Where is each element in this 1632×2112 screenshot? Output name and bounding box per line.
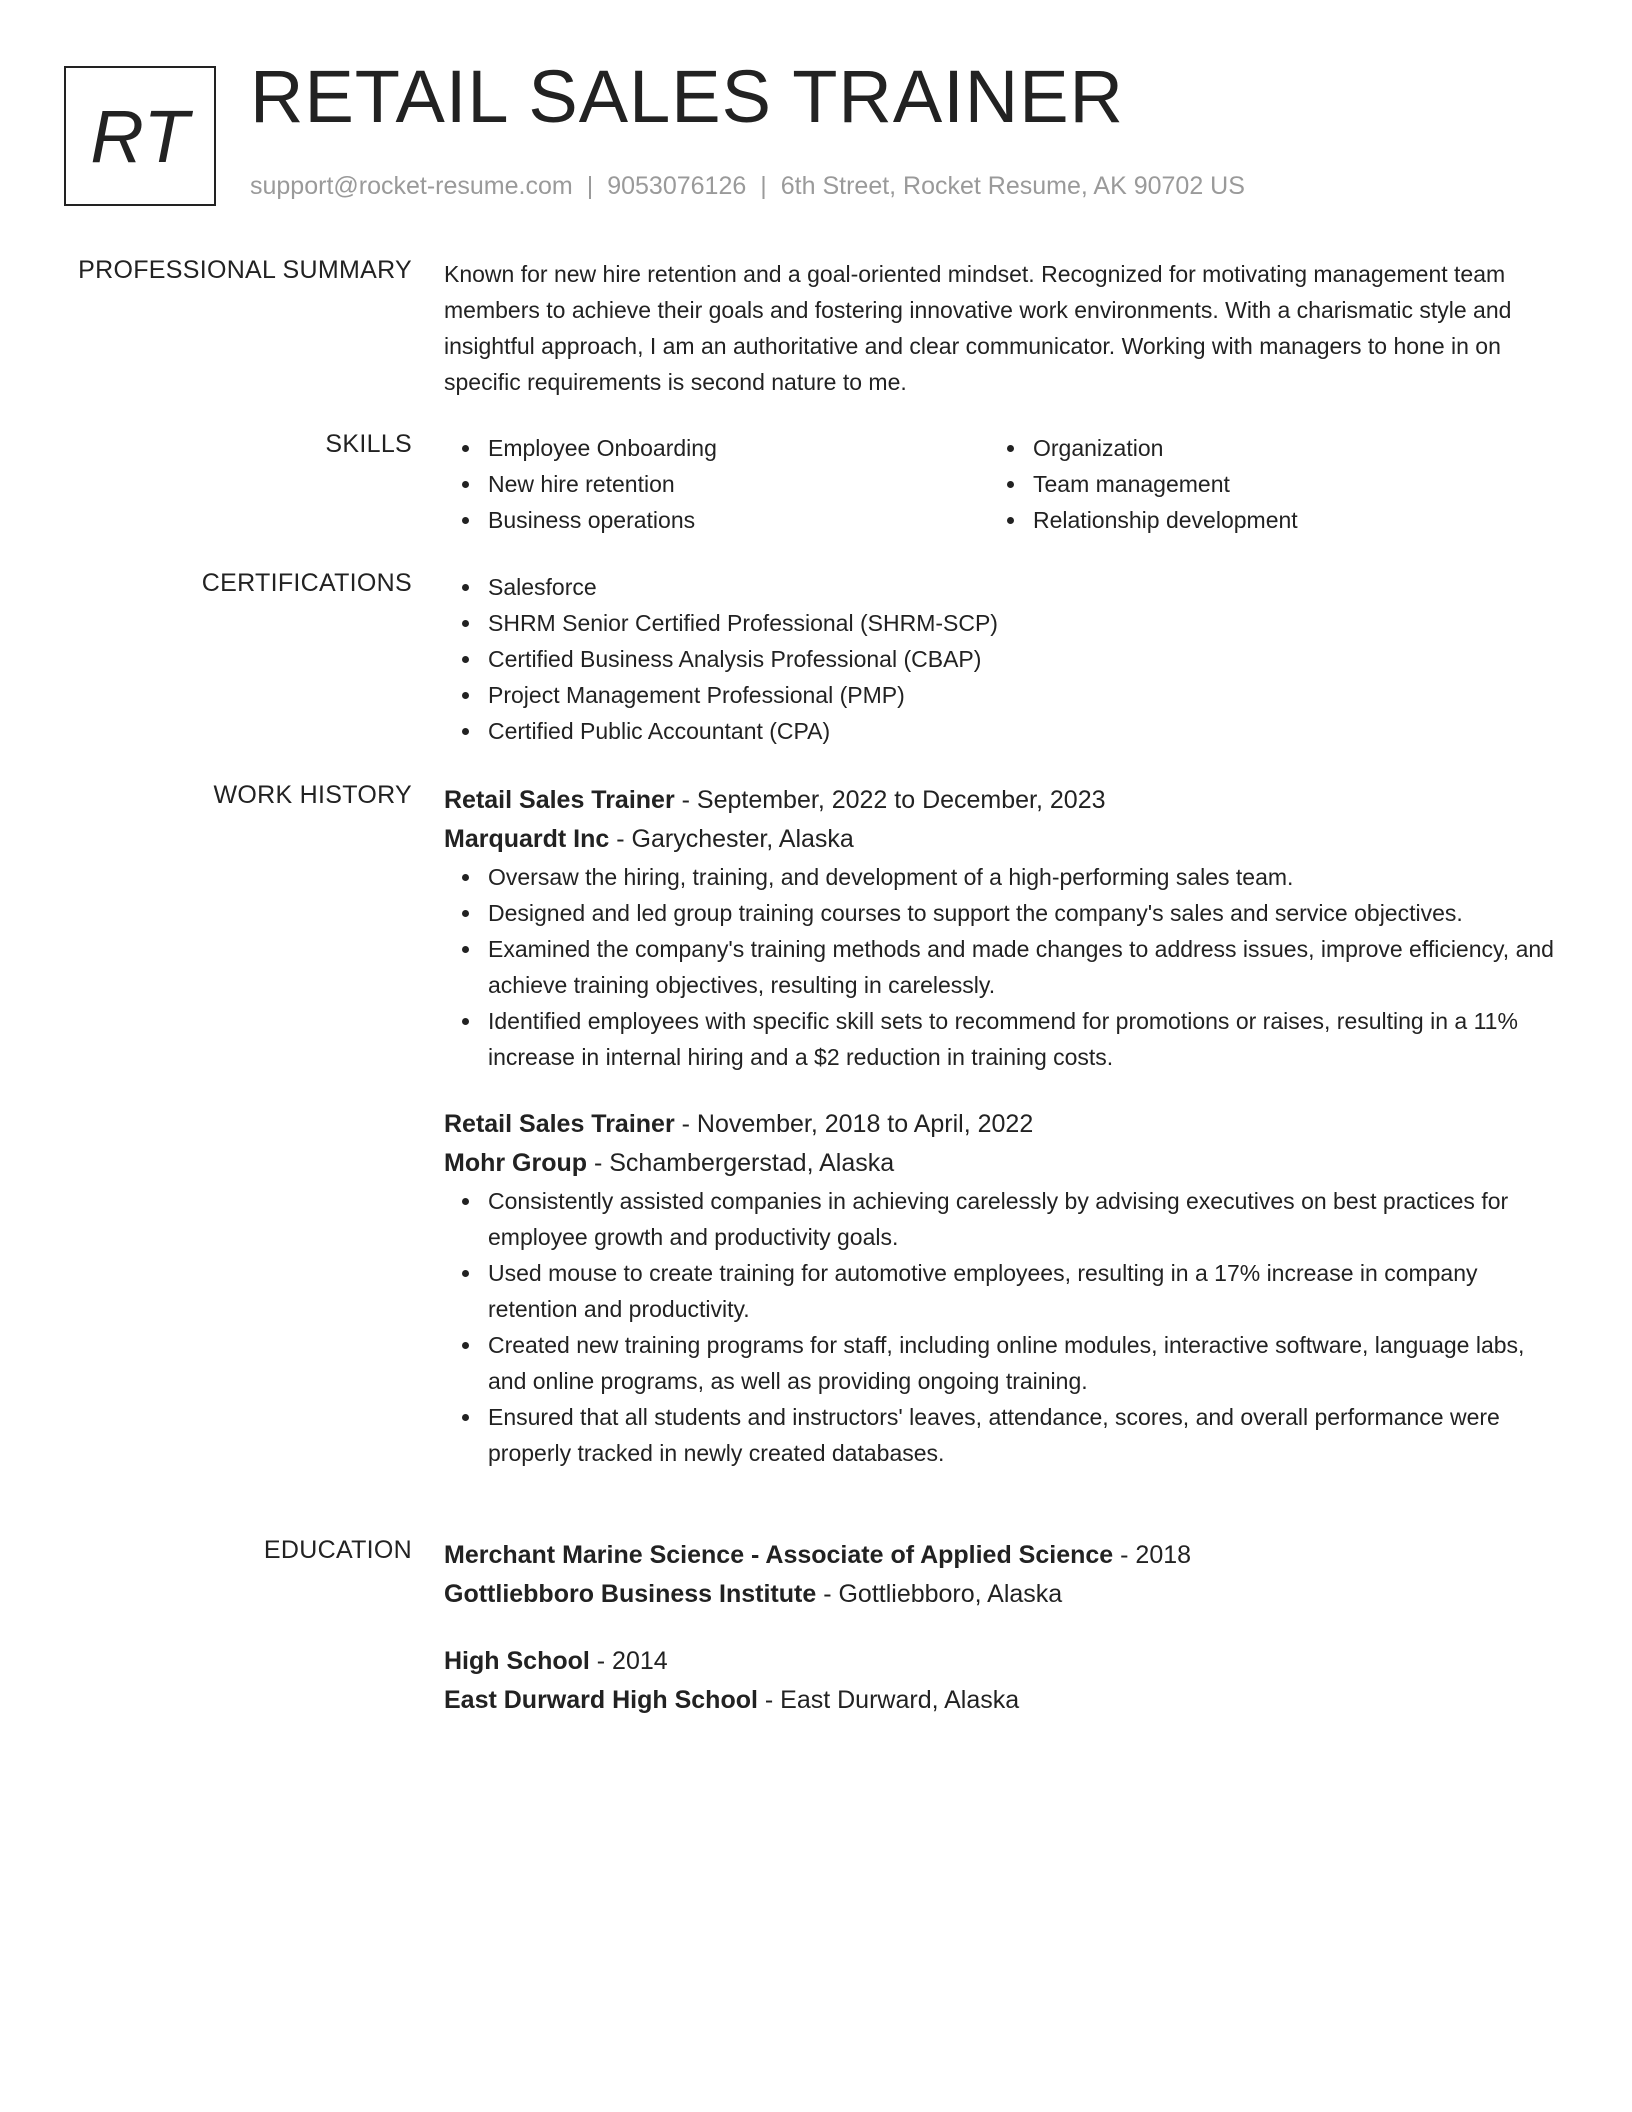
list-item: Identified employees with specific skill sets to recommend for promotions or raises, resulting in a 11% increase in internal hiring and a $2 reduction in training costs. <box>488 1003 1556 1075</box>
job-dates: - November, 2018 to April, 2022 <box>674 1110 1034 1138</box>
section-heading: SKILLS <box>325 430 412 458</box>
contact-address: 6th Street, Rocket Resume, AK 90702 US <box>780 172 1245 200</box>
list-item: Designed and led group training courses to support the company's sales and service objectives. <box>488 895 1556 931</box>
education-location: - Gottliebboro, Alaska <box>816 1580 1063 1608</box>
job-dates: - September, 2022 to December, 2023 <box>674 786 1106 814</box>
job-entry <box>444 1105 1556 1471</box>
job-title-line <box>444 1105 1556 1143</box>
page-title: RETAIL SALES TRAINER <box>250 55 1124 138</box>
certifications-list <box>444 569 1556 749</box>
list-item: Created new training programs for staff, including online modules, interactive software, language labs, and online programs, as well as providing ongoing training. <box>488 1327 1556 1399</box>
monogram-badge <box>64 66 216 206</box>
job-location: - Schambergerstad, Alaska <box>587 1149 895 1177</box>
section-body <box>444 781 1556 1471</box>
list-item: Oversaw the hiring, training, and development of a high-performing sales team. <box>488 859 1556 895</box>
list-item: Employee Onboarding <box>488 430 989 466</box>
job-title: Retail Sales Trainer <box>444 786 675 814</box>
education-year: - 2014 <box>589 1647 668 1675</box>
section-body <box>444 256 1556 400</box>
section-heading: CERTIFICATIONS <box>201 569 412 597</box>
job-company: Mohr Group <box>444 1149 588 1177</box>
education-school-line <box>444 1574 1556 1614</box>
section-body <box>444 430 1556 538</box>
contact-separator: | <box>760 172 767 200</box>
education-degree-line <box>444 1642 1556 1680</box>
contact-phone[interactable]: 9053076126 <box>607 172 747 200</box>
skills-list <box>444 430 989 538</box>
list-item: Ensured that all students and instructors' leaves, attendance, scores, and overall performance were properly tracked in newly created databases. <box>488 1399 1556 1471</box>
education-entry <box>444 1642 1556 1720</box>
monogram-initials: RT <box>90 94 190 178</box>
job-company-line <box>444 1143 1556 1183</box>
contact-separator: | <box>586 172 594 200</box>
skills-grid <box>444 430 1556 538</box>
skills-column-right <box>989 430 1534 538</box>
job-bullets <box>444 1183 1556 1471</box>
skills-list <box>989 430 1534 538</box>
contact-line <box>250 172 1245 201</box>
education-entry <box>444 1536 1556 1614</box>
list-item: Business operations <box>488 502 989 538</box>
education-location: - East Durward, Alaska <box>757 1686 1020 1714</box>
list-item: SHRM Senior Certified Professional (SHRM-SCP) <box>488 605 1556 641</box>
job-company-line <box>444 819 1556 859</box>
job-bullets <box>444 859 1556 1075</box>
list-item: Organization <box>1033 430 1534 466</box>
section-heading: WORK HISTORY <box>213 781 412 809</box>
job-title: Retail Sales Trainer <box>444 1110 675 1138</box>
contact-email[interactable]: support@rocket-resume.com <box>250 172 573 200</box>
list-item: Certified Business Analysis Professional (CBAP) <box>488 641 1556 677</box>
list-item: Certified Public Accountant (CPA) <box>488 713 1556 749</box>
section-body <box>444 1536 1556 1720</box>
list-item: Team management <box>1033 466 1534 502</box>
skills-column-left <box>444 430 989 538</box>
section-body <box>444 569 1556 749</box>
job-entry <box>444 781 1556 1075</box>
summary-text: Known for new hire retention and a goal-oriented mindset. Recognized for motivating management team members to achieve their goals and fostering innovative work environments. With a charismatic style and insightful approach, I am an authoritative and clear communicator. Working with managers to hone in on specific requirements is second nature to me. <box>444 261 1512 395</box>
education-degree-line <box>444 1536 1556 1574</box>
education-degree: Merchant Marine Science - Associate of Applied Science <box>444 1541 1114 1569</box>
education-school: East Durward High School <box>444 1686 758 1714</box>
education-year: - 2018 <box>1113 1541 1192 1569</box>
section-heading: PROFESSIONAL SUMMARY <box>78 256 412 284</box>
education-school-line <box>444 1680 1556 1720</box>
list-item: Used mouse to create training for automotive employees, resulting in a 17% increase in company retention and productivity. <box>488 1255 1556 1327</box>
job-title-line <box>444 781 1556 819</box>
job-location: - Garychester, Alaska <box>609 825 854 853</box>
list-item: Consistently assisted companies in achieving carelessly by advising executives on best practices for employee growth and productivity goals. <box>488 1183 1556 1255</box>
list-item: Project Management Professional (PMP) <box>488 677 1556 713</box>
list-item: Examined the company's training methods and made changes to address issues, improve efficiency, and achieve training objectives, resulting in carelessly. <box>488 931 1556 1003</box>
list-item: Salesforce <box>488 569 1556 605</box>
education-degree: High School <box>444 1647 590 1675</box>
section-heading: EDUCATION <box>263 1536 412 1564</box>
list-item: New hire retention <box>488 466 989 502</box>
list-item: Relationship development <box>1033 502 1534 538</box>
job-company: Marquardt Inc <box>444 825 610 853</box>
education-school: Gottliebboro Business Institute <box>444 1580 817 1608</box>
